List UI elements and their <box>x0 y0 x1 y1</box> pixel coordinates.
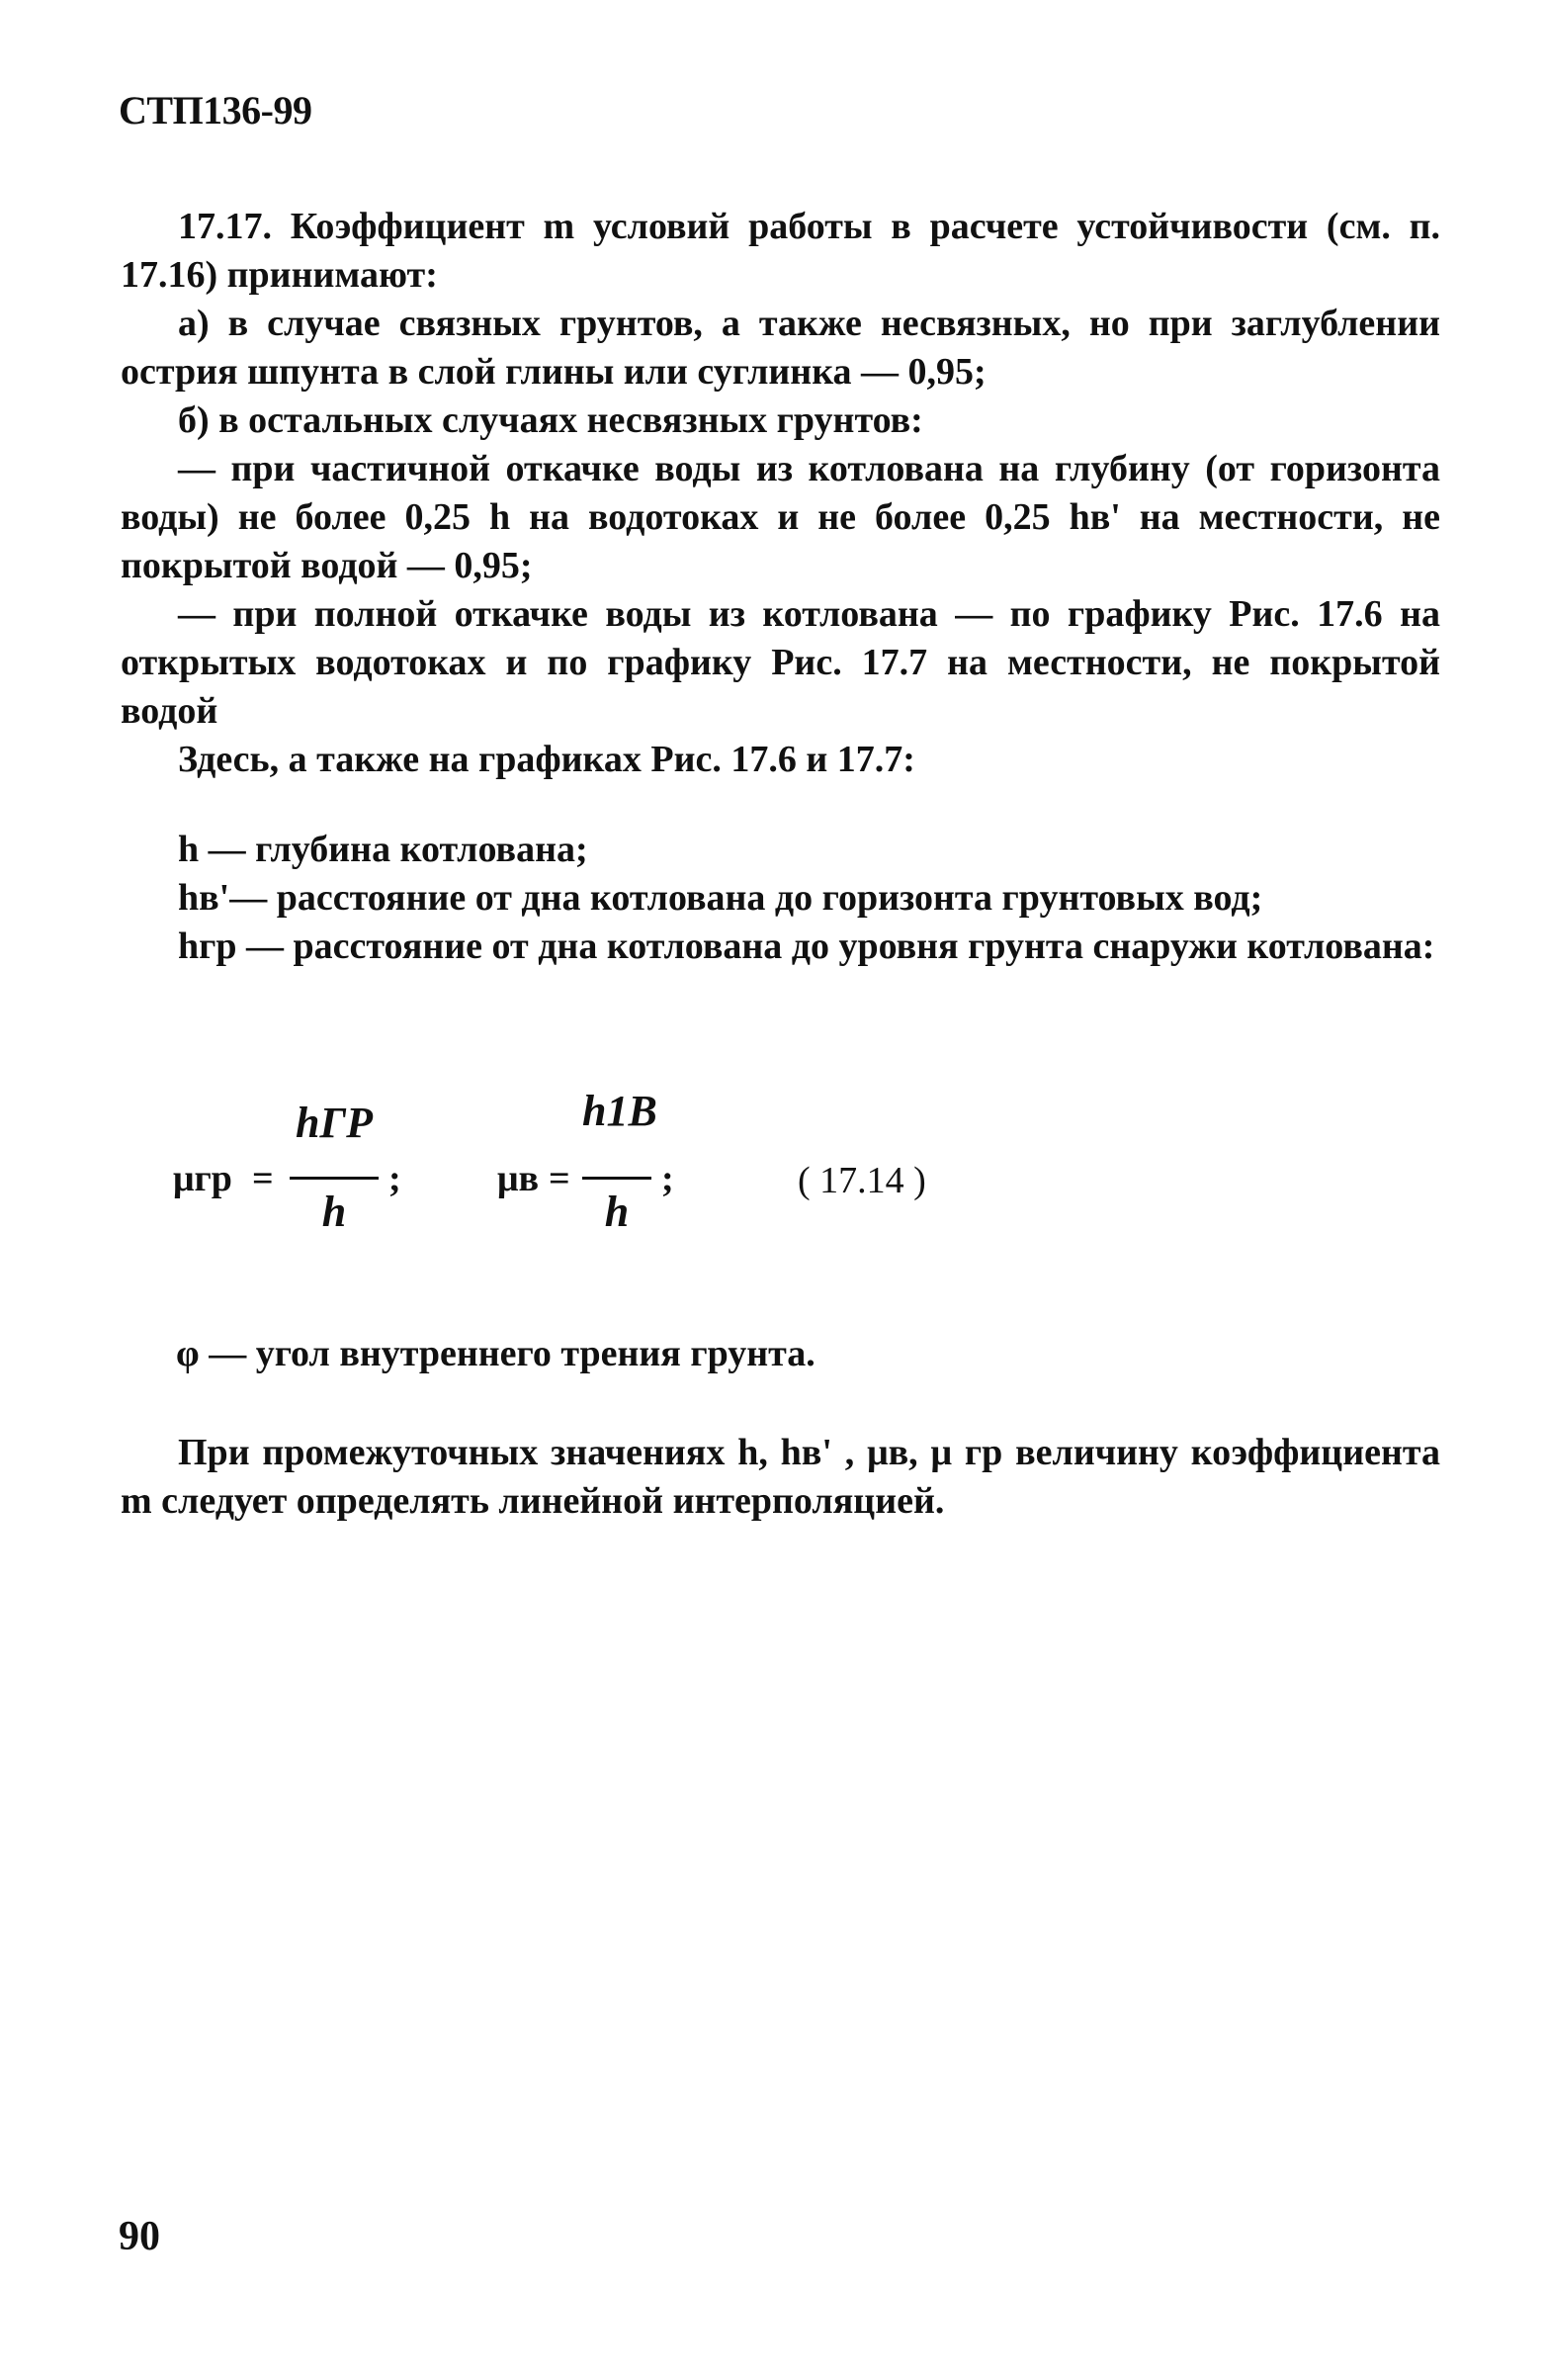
document-code: СТП136-99 <box>119 88 312 132</box>
formula-numerator-hgr: hГР <box>296 1099 373 1147</box>
page-number: 90 <box>119 2214 160 2259</box>
main-text <box>121 203 1440 971</box>
fraction-bar-2 <box>582 1177 651 1180</box>
paragraph-partial-pumping: — при частичной откачке воды из котлована на глубину (от горизонта воды) не более 0,25 h на водотоках и не более 0,25 hв' на местности, не покрытой водой — 0,95; <box>121 448 1440 586</box>
paragraph-interpolation: При промежуточных значениях h, hв' , μв, μ гр величину коэффициента m следует определять линейной интерполяцией. <box>121 1432 1440 1522</box>
definition-phi: φ — угол внутреннего трения грунта. <box>176 1333 815 1374</box>
formula-semicolon-1: ; <box>388 1158 401 1199</box>
formula-denominator-h-2: h <box>604 1188 630 1236</box>
formula-numerator-hv: h1В <box>582 1087 657 1135</box>
paragraph-full-pumping: — при полной откачке воды из котлована — по графику Рис. 17.6 на открытых водотоках и по графику Рис. 17.7 на местности, не покрытой водой <box>121 593 1440 732</box>
formula-equals-1: = <box>252 1158 274 1199</box>
paragraph-case-b: б) в остальных случаях несвязных грунтов: <box>178 399 923 441</box>
formula-equals-2: = <box>549 1158 570 1199</box>
formula-mu-gr-label: μгр <box>173 1158 232 1199</box>
paragraph-17-17: 17.17. Коэффициент m условий работы в расчете устойчивости (см. п. 17.16) принимают: <box>121 206 1440 296</box>
formula-denominator-h-1: h <box>321 1188 347 1236</box>
fraction-bar-1 <box>290 1177 379 1180</box>
formula-semicolon-2: ; <box>661 1158 674 1199</box>
definition-hgr: hгр — расстояние от дна котлована до уровня грунта снаружи котлована: <box>178 926 1435 967</box>
definition-hv: hв'— расстояние от дна котлована до горизонта грунтовых вод; <box>178 877 1263 919</box>
final-text <box>121 1429 1440 1526</box>
formula-mu-v-label: μв <box>497 1158 540 1199</box>
paragraph-here-also: Здесь, а также на графиках Рис. 17.6 и 17.7: <box>178 739 915 780</box>
formula-17-14 <box>173 1087 1063 1256</box>
formula-number: ( 17.14 ) <box>798 1160 926 1201</box>
paragraph-case-a: а) в случае связных грунтов, а также несвязных, но при заглублении острия шпунта в слой глины или суглинка — 0,95; <box>121 303 1440 393</box>
definition-h: h — глубина котлована; <box>178 829 588 870</box>
